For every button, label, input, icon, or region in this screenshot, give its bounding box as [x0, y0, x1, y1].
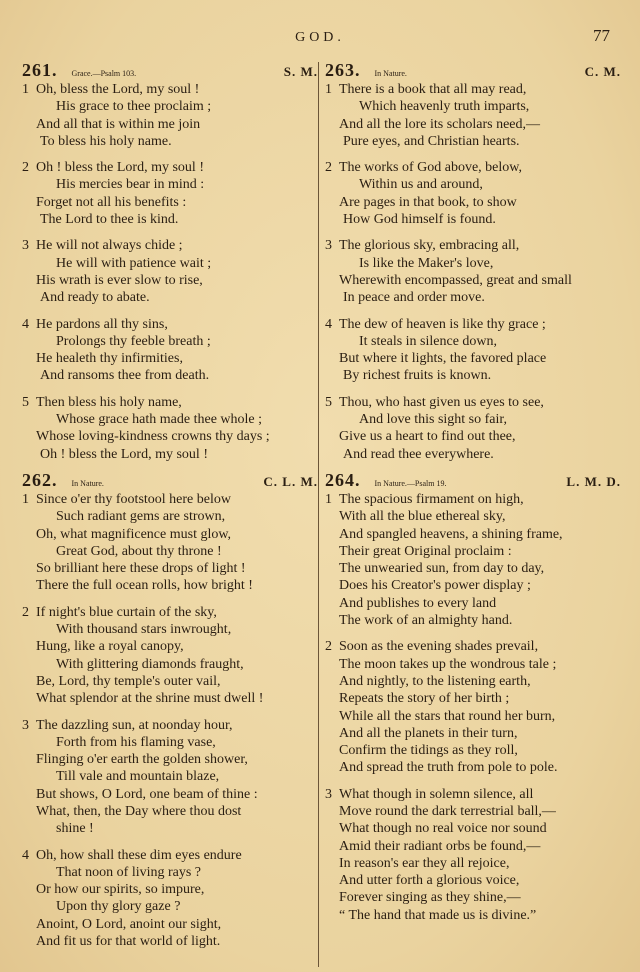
verse-text: Anoint, O Lord, anoint our sight,: [36, 916, 222, 932]
verse-line: [325, 612, 621, 629]
hymn-number: 261.: [22, 60, 58, 80]
verse-line: [22, 656, 318, 673]
stanza-number: 4: [325, 316, 332, 332]
stanza-number: 3: [22, 238, 29, 254]
verse-line: [22, 272, 318, 289]
verse-line: [325, 690, 621, 707]
verse-text: And nightly, to the listening earth,: [339, 673, 531, 689]
stanza: [22, 316, 318, 385]
verse-text: Confirm the tidings as they roll,: [339, 743, 518, 759]
verse-text: There is a book that all may read,: [339, 82, 527, 97]
verse-line: [22, 690, 318, 707]
verse-line: [325, 577, 621, 594]
verse-text: Flinging o'er earth the golden shower,: [36, 752, 248, 768]
verse-line: [22, 864, 318, 881]
hymn-header: [22, 469, 318, 491]
verse-line: [22, 526, 318, 543]
verse-line: [22, 768, 318, 785]
hymn-header: [325, 62, 621, 81]
verse-line: [325, 907, 621, 924]
stanza-number: 4: [22, 316, 29, 332]
hymn-occasion: Grace.—Psalm 103.: [71, 69, 137, 78]
verse-line: [22, 367, 318, 384]
verse-text: In reason's ear they all rejoice,: [339, 855, 510, 871]
verse-text: And all that is within me join: [36, 116, 201, 132]
verse-text: Pure eyes, and Christian hearts.: [343, 133, 520, 149]
verse-line: [22, 194, 318, 211]
verse-line: [22, 81, 318, 98]
verse-line: [325, 367, 621, 384]
verse-line: [22, 621, 318, 638]
verse-line: [325, 820, 621, 837]
verse-text: Forever singing as they shine,—: [339, 890, 521, 906]
verse-line: [22, 333, 318, 350]
verse-line: [22, 211, 318, 228]
verse-line: [325, 159, 621, 176]
verse-text: If night's blue curtain of the sky,: [36, 604, 217, 620]
verse-text: The moon takes up the wondrous tale ;: [339, 656, 557, 672]
verse-line: [325, 786, 621, 803]
verse-line: [325, 543, 621, 560]
hymn-number: 264.: [325, 469, 361, 490]
verse-text: And all the lore its scholars need,—: [339, 116, 541, 132]
verse-line: [325, 176, 621, 193]
verse-line: [22, 673, 318, 690]
verse-text: The works of God above, below,: [339, 160, 522, 176]
verse-text: Oh ! bless the Lord, my soul !: [36, 160, 204, 176]
verse-text: And fit us for that world of light.: [36, 934, 221, 950]
stanza: [325, 237, 621, 306]
verse-line: [22, 176, 318, 193]
verse-line: [22, 604, 318, 621]
verse-line: [325, 116, 621, 133]
verse-text: Prolongs thy feeble breath ;: [56, 333, 211, 349]
verse-line: [325, 656, 621, 673]
stanza-number: 5: [22, 394, 29, 410]
verse-line: [22, 786, 318, 803]
verse-text: Since o'er thy footstool here below: [36, 491, 231, 507]
verse-line: [325, 508, 621, 525]
verse-text: He pardons all thy sins,: [36, 316, 168, 332]
verse-line: [22, 316, 318, 333]
verse-text: And ransoms thee from death.: [40, 368, 210, 384]
verse-line: [22, 350, 318, 367]
verse-text: His wrath is ever slow to rise,: [36, 272, 203, 288]
verse-text: Upon thy glory gaze ?: [56, 899, 181, 915]
stanza: [22, 604, 318, 708]
running-head: GOD.: [295, 30, 345, 45]
verse-text: And utter forth a glorious voice,: [339, 873, 520, 889]
verse-line: [325, 211, 621, 228]
verse-line: [325, 272, 621, 289]
verse-line: [22, 577, 318, 594]
stanza: [325, 81, 621, 150]
verse-text: Amid their radiant orbs be found,—: [339, 838, 541, 854]
stanza-number: 1: [325, 491, 332, 507]
verse-text: The spacious firmament on high,: [339, 491, 524, 507]
verse-line: [22, 133, 318, 150]
verse-text: Oh, how shall these dim eyes endure: [36, 847, 242, 863]
verse-line: [22, 916, 318, 933]
stanza-number: 1: [22, 82, 29, 97]
verse-line: [325, 638, 621, 655]
verse-line: [325, 333, 621, 350]
verse-line: [22, 159, 318, 176]
hymn: [325, 62, 621, 463]
hymn-meter: S. M.: [283, 64, 318, 79]
verse-line: [325, 803, 621, 820]
stanza: [325, 786, 621, 924]
verse-text: Within us and around,: [359, 177, 483, 193]
stanza: [325, 394, 621, 463]
verse-text: His grace to thee proclaim ;: [56, 99, 212, 115]
verse-line: [22, 933, 318, 950]
verse-line: [22, 751, 318, 768]
verse-text: That noon of living rays ?: [56, 864, 202, 880]
verse-line: [22, 881, 318, 898]
verse-text: Is like the Maker's love,: [359, 255, 494, 271]
verse-line: [22, 289, 318, 306]
verse-text: Such radiant gems are strown,: [56, 509, 226, 525]
verse-line: [325, 526, 621, 543]
hymn-occasion: In Nature.: [374, 69, 407, 78]
verse-text: There the full ocean rolls, how bright !: [36, 578, 253, 594]
stanza-number: 3: [22, 717, 29, 733]
verse-text: What, then, the Day where thou dost: [36, 803, 242, 819]
verse-text: And ready to abate.: [40, 290, 150, 306]
right-column: [325, 62, 621, 933]
hymn-number: 263.: [325, 60, 361, 80]
verse-text: Great God, about thy throne !: [56, 543, 222, 559]
stanza-number: 5: [325, 394, 332, 410]
verse-line: [22, 411, 318, 428]
verse-text: So brilliant here these drops of light !: [36, 561, 246, 577]
verse-text: How God himself is found.: [343, 212, 496, 228]
verse-text: And publishes to every land: [339, 595, 497, 611]
stanza-number: 2: [22, 160, 29, 176]
page-number: 77: [593, 26, 610, 45]
stanza-number: 2: [325, 160, 332, 176]
verse-line: [325, 316, 621, 333]
verse-text: It steals in silence down,: [359, 333, 498, 349]
stanza: [325, 638, 621, 776]
verse-text: Then bless his holy name,: [36, 394, 182, 410]
verse-text: He will with patience wait ;: [56, 255, 212, 271]
stanza-number: 1: [22, 491, 29, 507]
verse-text: He will not always chide ;: [36, 238, 183, 254]
verse-text: With glittering diamonds fraught,: [56, 656, 244, 672]
verse-text: Forth from his flaming vase,: [56, 734, 216, 750]
verse-text: Hung, like a royal canopy,: [36, 639, 184, 655]
verse-line: [325, 742, 621, 759]
hymn-meter: L. M. D.: [566, 473, 621, 489]
stanza: [22, 847, 318, 951]
verse-text: With thousand stars inwrought,: [56, 622, 232, 638]
verse-line: [22, 428, 318, 445]
verse-line: [22, 98, 318, 115]
stanza: [22, 394, 318, 463]
hymn-meter: C. M.: [584, 64, 621, 79]
verse-text: The dazzling sun, at noonday hour,: [36, 717, 233, 733]
hymn-meter: C. L. M.: [263, 473, 318, 489]
hymn: [325, 469, 621, 924]
verse-line: [22, 803, 318, 820]
verse-line: [325, 394, 621, 411]
verse-text: Repeats the story of her birth ;: [339, 691, 510, 707]
hymn-occasion: In Nature.: [71, 478, 104, 488]
verse-text: With all the blue ethereal sky,: [339, 509, 506, 525]
column-divider: [318, 62, 319, 967]
verse-text: Wherewith encompassed, great and small: [339, 272, 572, 288]
stanza-number: 4: [22, 847, 29, 863]
verse-text: His mercies bear in mind :: [56, 177, 205, 193]
verse-line: [22, 847, 318, 864]
verse-line: [22, 491, 318, 508]
verse-line: [325, 194, 621, 211]
verse-text: And all the planets in their turn,: [339, 725, 518, 741]
verse-line: [325, 872, 621, 889]
stanza: [325, 316, 621, 385]
verse-text: And love this sight so fair,: [359, 412, 507, 428]
verse-text: Till vale and mountain blaze,: [56, 769, 220, 785]
verse-line: [325, 350, 621, 367]
stanza-number: 3: [325, 786, 332, 802]
verse-text: What splendor at the shrine must dwell !: [36, 691, 264, 707]
verse-line: [325, 708, 621, 725]
verse-line: [325, 98, 621, 115]
verse-line: [22, 898, 318, 915]
verse-text: And spangled heavens, a shining frame,: [339, 526, 563, 542]
hymn-header: [22, 62, 318, 81]
verse-text: Move round the dark terrestrial ball,—: [339, 803, 556, 819]
verse-line: [325, 491, 621, 508]
hymn: [22, 469, 318, 950]
verse-line: [325, 411, 621, 428]
verse-line: [22, 820, 318, 837]
verse-text: The glorious sky, embracing all,: [339, 238, 520, 254]
verse-line: [22, 116, 318, 133]
verse-line: [22, 560, 318, 577]
stanza: [22, 717, 318, 838]
verse-text: Does his Creator's power display ;: [339, 578, 531, 594]
verse-line: [22, 446, 318, 463]
verse-line: [325, 133, 621, 150]
verse-line: [325, 838, 621, 855]
verse-text: By richest fruits is known.: [343, 368, 492, 384]
hymn-header: [325, 469, 621, 491]
verse-text: Their great Original proclaim :: [339, 543, 512, 559]
stanza-number: 3: [325, 238, 332, 254]
stanza-number: 2: [22, 604, 29, 620]
verse-line: [22, 255, 318, 272]
hymn-occasion: In Nature.—Psalm 19.: [374, 478, 447, 488]
verse-line: [22, 543, 318, 560]
verse-text: And read thee everywhere.: [343, 446, 494, 462]
stanza: [325, 159, 621, 228]
verse-text: Whose grace hath made thee whole ;: [56, 412, 263, 428]
verse-text: Oh ! bless the Lord, my soul !: [40, 446, 208, 462]
verse-text: Soon as the evening shades prevail,: [339, 639, 539, 655]
verse-text: Whose loving-kindness crowns thy days ;: [36, 429, 270, 445]
verse-text: Thou, who hast given us eyes to see,: [339, 394, 544, 410]
verse-line: [325, 759, 621, 776]
verse-text: Give us a heart to find out thee,: [339, 429, 516, 445]
verse-text: The work of an almighty hand.: [339, 613, 513, 629]
stanza-number: 1: [325, 82, 332, 97]
stanza: [22, 491, 318, 595]
verse-text: Are pages in that book, to show: [339, 194, 517, 210]
stanza-number: 2: [325, 639, 332, 655]
verse-text: And spread the truth from pole to pole.: [339, 760, 558, 776]
verse-line: [325, 889, 621, 906]
verse-text: shine !: [56, 821, 94, 837]
verse-text: But shows, O Lord, one beam of thine :: [36, 786, 258, 802]
verse-text: Which heavenly truth imparts,: [359, 99, 530, 115]
verse-text: What though no real voice nor sound: [339, 821, 547, 837]
verse-text: But where it lights, the favored place: [339, 351, 547, 367]
verse-text: To bless his holy name.: [40, 133, 172, 149]
verse-line: [325, 725, 621, 742]
verse-line: [325, 855, 621, 872]
verse-line: [325, 560, 621, 577]
hymn: [22, 62, 318, 463]
verse-line: [325, 446, 621, 463]
verse-line: [22, 734, 318, 751]
verse-line: [325, 595, 621, 612]
stanza: [22, 81, 318, 150]
verse-text: The dew of heaven is like thy grace ;: [339, 316, 546, 332]
verse-line: [22, 638, 318, 655]
verse-text: Oh, bless the Lord, my soul !: [36, 82, 200, 97]
verse-line: [22, 508, 318, 525]
verse-line: [325, 289, 621, 306]
verse-text: Be, Lord, thy temple's outer vail,: [36, 673, 221, 689]
stanza: [22, 237, 318, 306]
verse-text: In peace and order move.: [343, 290, 485, 306]
verse-text: Oh, what magnificence must glow,: [36, 526, 232, 542]
verse-text: “ The hand that made us is divine.”: [339, 907, 537, 923]
verse-text: Forget not all his benefits :: [36, 194, 187, 210]
verse-line: [325, 428, 621, 445]
verse-line: [22, 394, 318, 411]
stanza: [22, 159, 318, 228]
verse-text: The Lord to thee is kind.: [40, 212, 179, 228]
verse-line: [325, 673, 621, 690]
verse-text: He healeth thy infirmities,: [36, 351, 183, 367]
verse-line: [22, 717, 318, 734]
verse-text: The unwearied sun, from day to day,: [339, 561, 545, 577]
hymn-number: 262.: [22, 469, 58, 490]
verse-text: While all the stars that round her burn,: [339, 708, 556, 724]
verse-line: [22, 237, 318, 254]
verse-line: [325, 81, 621, 98]
left-column: [22, 62, 318, 959]
stanza: [325, 491, 621, 629]
verse-text: Or how our spirits, so impure,: [36, 882, 205, 898]
verse-line: [325, 255, 621, 272]
verse-line: [325, 237, 621, 254]
verse-text: What though in solemn silence, all: [339, 786, 534, 802]
